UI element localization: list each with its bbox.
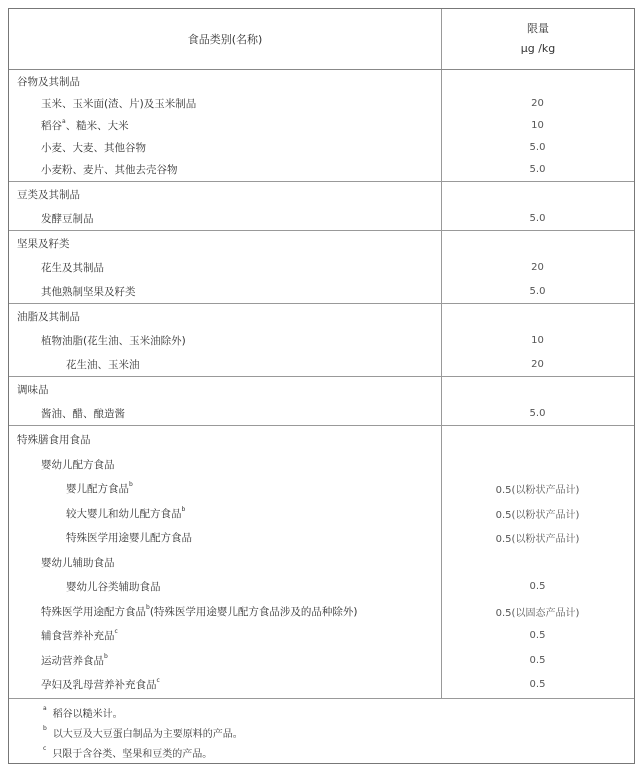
table-row — [9, 623, 634, 648]
category-name: 稻谷 — [41, 120, 62, 132]
food-category — [9, 382, 441, 397]
table-row — [9, 427, 634, 452]
category-name: 较大婴儿和幼儿配方食品 — [66, 507, 182, 520]
footnote — [43, 725, 634, 745]
limit-value: 5.0 — [529, 407, 546, 419]
table-row — [9, 255, 634, 279]
table-row — [9, 328, 634, 352]
table-row — [9, 550, 634, 575]
food-category — [9, 309, 441, 324]
limit-value: 5.0 — [529, 212, 546, 224]
table-group — [9, 182, 634, 231]
food-category — [9, 260, 441, 275]
table-body — [9, 70, 634, 699]
footnote-mark: b — [129, 481, 133, 488]
limits-table — [8, 8, 635, 764]
category-name: 孕妇及乳母营养补充食品 — [41, 679, 157, 691]
food-category — [9, 677, 441, 692]
category-name: 坚果及籽类 — [17, 237, 70, 250]
food-category — [9, 357, 441, 372]
category-name: 花生油、玉米油 — [66, 358, 140, 371]
footnote — [43, 705, 634, 725]
food-category — [9, 555, 441, 570]
table-row — [9, 279, 634, 303]
food-category — [9, 530, 441, 545]
category-name: 调味品 — [17, 383, 49, 396]
category-name: 其他熟制坚果及籽类 — [41, 285, 136, 298]
table-row — [9, 352, 634, 376]
limit-value: 0.5 — [529, 630, 546, 641]
footnote-mark: b — [146, 603, 150, 611]
food-category — [9, 333, 441, 348]
food-category — [9, 187, 441, 202]
food-category — [9, 236, 441, 251]
category-name: 辅食营养补充品 — [41, 630, 115, 642]
table-group — [9, 231, 634, 304]
table-row — [9, 114, 634, 136]
category-name: 运动营养食品 — [41, 654, 104, 667]
footnote-mark: c — [156, 677, 160, 684]
food-category — [9, 481, 441, 496]
table-row — [9, 377, 634, 401]
table-row — [9, 92, 634, 114]
category-name-suffix: 、糙米、大米 — [65, 120, 129, 132]
category-name: 特殊医学用途配方食品 — [41, 605, 146, 618]
limit-value: 0.5 — [529, 654, 546, 666]
table-group — [9, 426, 634, 699]
food-category — [9, 140, 441, 155]
table-row — [9, 452, 634, 477]
category-name: 小麦粉、麦片、其他去壳谷物 — [41, 164, 178, 177]
food-category — [9, 211, 441, 226]
footnote-text: 以大豆及大豆蛋白制品为主要原料的产品。 — [52, 729, 243, 740]
category-name: 酱油、醋、酿造酱 — [41, 407, 125, 420]
category-name: 小麦、大麦、其他谷物 — [41, 142, 146, 155]
category-header: 食品类别(名称) — [9, 9, 442, 69]
limit-value: 5.0 — [529, 164, 546, 176]
limit-value: 0.5(以固态产品计) — [495, 607, 580, 619]
footnote-mark: b — [43, 725, 47, 732]
table-row — [9, 672, 634, 697]
limit-value: 20 — [531, 261, 544, 273]
table-row — [9, 159, 634, 181]
category-name: 油脂及其制品 — [17, 310, 80, 323]
food-category — [9, 579, 441, 594]
table-row — [9, 70, 634, 92]
food-category — [9, 162, 441, 177]
table-row — [9, 501, 634, 526]
footnote-mark: b — [181, 505, 186, 513]
food-category — [9, 118, 441, 133]
limit-value: 20 — [531, 97, 544, 109]
unit-label: μg /kg — [520, 42, 556, 55]
table-row — [9, 574, 634, 599]
table-row — [9, 182, 634, 206]
limit-value: 0.5(以粉状产品计) — [495, 485, 580, 496]
food-category — [9, 604, 441, 619]
table-row — [9, 525, 634, 550]
food-category — [9, 96, 441, 111]
limit-value: 0.5 — [529, 679, 546, 690]
food-category — [9, 457, 441, 472]
category-name: 特殊医学用途婴儿配方食品 — [66, 532, 192, 544]
food-category — [9, 432, 441, 447]
table-group — [9, 304, 634, 377]
footnote-mark: c — [114, 628, 118, 635]
footnote — [43, 745, 634, 765]
category-name-suffix: (特殊医学用途婴儿配方食品涉及的品种除外) — [149, 605, 358, 618]
limit-value: 20 — [531, 358, 544, 370]
table-row — [9, 304, 634, 328]
category-name: 玉米、玉米面(渣、片)及玉米制品 — [41, 97, 197, 110]
table-row — [9, 231, 634, 255]
table-group — [9, 377, 634, 426]
footnotes — [9, 699, 634, 765]
limit-label: 限量 — [527, 22, 549, 35]
food-category — [9, 628, 441, 643]
food-category — [9, 506, 441, 521]
table-group — [9, 70, 634, 182]
limit-value: 5.0 — [529, 142, 546, 154]
table-row — [9, 401, 634, 425]
footnote-mark: a — [43, 705, 47, 712]
limit-value: 0.5(以粉状产品计) — [495, 509, 580, 521]
category-name: 婴幼儿谷类辅助食品 — [66, 581, 161, 593]
footnote-mark: a — [62, 118, 66, 125]
category-name: 婴幼儿辅助食品 — [41, 556, 115, 569]
table-header — [9, 9, 634, 70]
footnote-text: 只限于含谷类、坚果和豆类的产品。 — [52, 749, 213, 760]
category-name: 植物油脂(花生油、玉米油除外) — [41, 334, 186, 347]
category-name: 婴儿配方食品 — [66, 483, 129, 495]
category-name: 豆类及其制品 — [17, 188, 80, 201]
food-category — [9, 653, 441, 668]
food-category — [9, 406, 441, 421]
table-row — [9, 137, 634, 159]
footnote-mark: c — [43, 745, 47, 752]
category-name: 谷物及其制品 — [17, 75, 80, 88]
category-name: 发酵豆制品 — [41, 212, 94, 225]
limit-value: 0.5(以粉状产品计) — [495, 534, 580, 545]
table-row — [9, 206, 634, 230]
category-name: 花生及其制品 — [41, 261, 104, 274]
footnote-text: 稻谷以糙米计。 — [52, 709, 123, 720]
limit-header — [442, 9, 634, 69]
table-row — [9, 476, 634, 501]
food-category — [9, 74, 441, 89]
limit-value: 10 — [531, 334, 544, 346]
table-row — [9, 599, 634, 624]
food-category — [9, 284, 441, 299]
limit-value: 10 — [531, 120, 544, 131]
limit-value: 5.0 — [529, 285, 546, 297]
table-row — [9, 648, 634, 673]
footnote-mark: b — [104, 652, 108, 660]
category-name: 特殊膳食用食品 — [17, 434, 91, 446]
category-name: 婴幼儿配方食品 — [41, 458, 115, 471]
limit-value: 0.5 — [529, 581, 546, 592]
